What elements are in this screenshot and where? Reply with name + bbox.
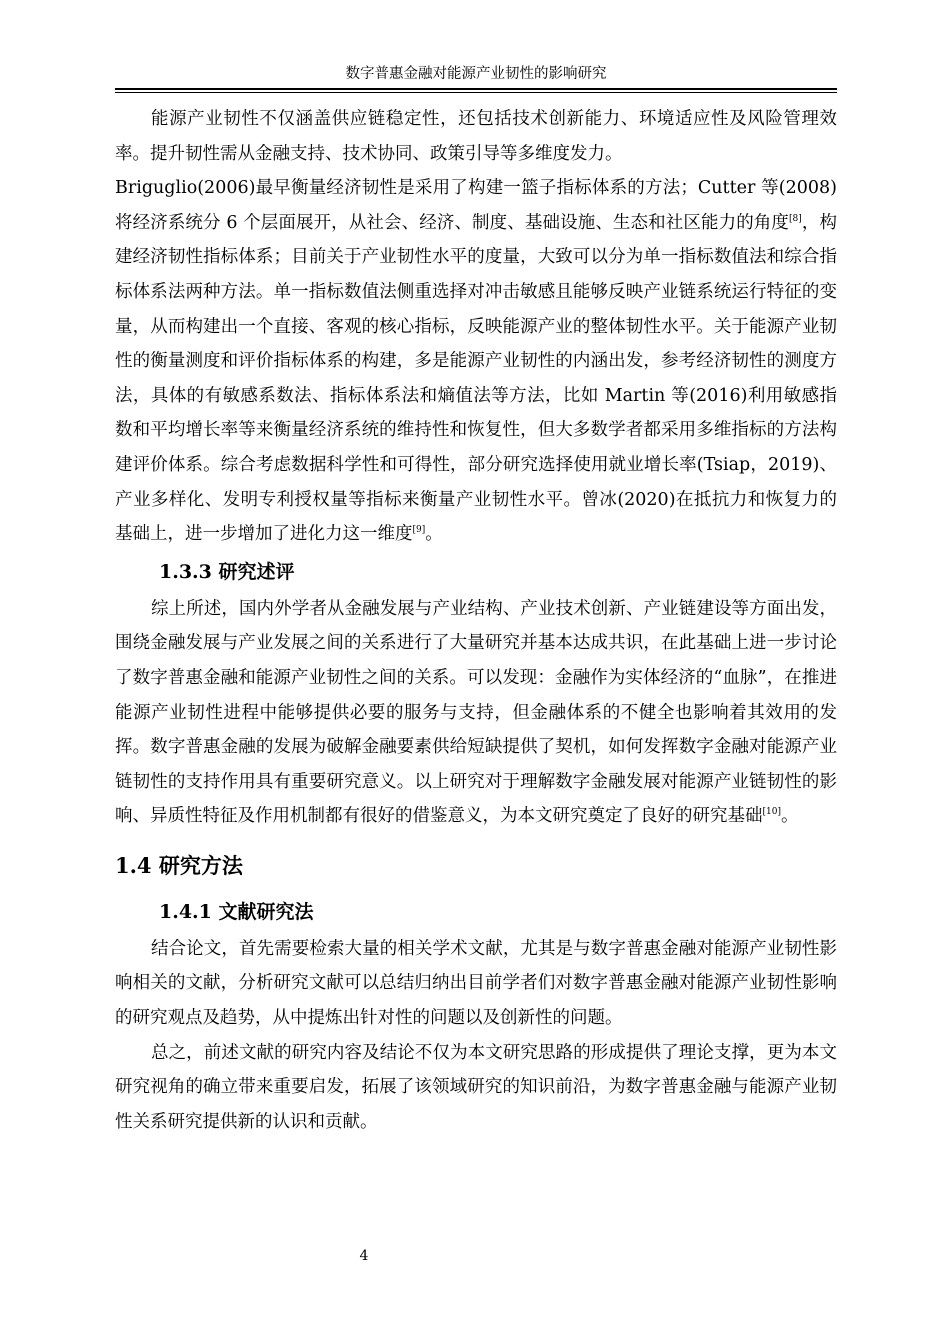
paragraph-text: 。 — [425, 524, 443, 545]
paragraph-resilience-intro: 能源产业韧性不仅涵盖供应链稳定性，还包括技术创新能力、环境适应性及风险管理效率。提升韧性需从金融支持、技术协同、政策引导等多维度发力。 — [115, 109, 837, 164]
paragraph-text: ，构建经济韧性指标体系；目前关于产业韧性水平的度量，大致可以分为单一指标数值法和综合指标体系法两种方法。单一指标数值法侧重选择对冲击敏感且能够反映产业链系统运行特征的变量，从而构建出一个直接、客观的核心指标，反映能源产业的整体韧性水平。关于能源产业韧性的衡量测度和评价指标体系的构建，多是能源产业韧性的内涵出发，参考经济韧性的测度方法，具体的有敏感系数法、指标体系法和熵值法等方法，比如 Martin 等(2016)利用敏感指数和平均增长率等来衡量经济系统的维持性和恢复性，但大多数学者都采用多维指标的方法构建评价体系。综合考虑数据科学性和可得性，部分研究选择使用就业增长率(Tsiap，2019)、产业多样化、发明专利授权量等指标来衡量产业韧性水平。曾冰(2020)在抵抗力和恢复力的基础上，进一步增加了进化力这一维度 — [115, 212, 837, 545]
running-header: 数字普惠金融对能源产业韧性的影响研究 — [345, 66, 607, 82]
page-body — [115, 102, 837, 1139]
citation-ref: [8] — [789, 213, 802, 224]
section-heading-1-4: 1.4 研究方法 — [115, 852, 243, 878]
paragraph-literature-method: 结合论文，首先需要检索大量的相关学术文献，尤其是与数字普惠金融对能源产业韧性影响相关的文献，分析研究文献可以总结归纳出目前学者们对数字普惠金融对能源产业韧性影响的研究观点及趋势，从中提炼出针对性的问题以及创新性的问题。 — [115, 938, 837, 1029]
paragraph-review — [115, 592, 837, 834]
section-heading-1-4-1: 1.4.1 文献研究法 — [159, 900, 314, 923]
paragraph-text: 。 — [780, 806, 799, 827]
citation-ref: [9] — [412, 525, 426, 536]
page-number: 4 — [359, 1248, 369, 1264]
header-rule-thick — [115, 88, 837, 90]
paragraph-measurement-methods — [115, 171, 837, 552]
paragraph-summary: 总之，前述文献的研究内容及结论不仅为本文研究思路的形成提供了理论支撑，更为本文研究视角的确立带来重要启发，拓展了该领域研究的知识前沿，为数字普惠金融与能源产业韧性关系研究提供新的认识和贡献。 — [115, 1042, 837, 1132]
paragraph-text: Briguglio(2006)最早衡量经济韧性是采用了构建一篮子指标体系的方法；Cutter 等(2008)将经济系统分 6 个层面展开，从社会、经济、制度、基础设施、生态和社区能力的角度 — [115, 178, 837, 233]
section-heading-wrap — [115, 834, 837, 892]
header-rule-thin — [115, 92, 837, 93]
citation-ref: [10] — [762, 807, 781, 818]
paragraph-text: 综上所述，国内外学者从金融发展与产业结构、产业技术创新、产业链建设等方面出发，围绕金融发展与产业发展之间的关系进行了大量研究并基本达成共识，在此基础上进一步讨论了数字普惠金融和能源产业韧性之间的关系。可以发现：金融作为实体经济的“血脉”，在推进能源产业韧性进程中能够提供必要的服务与支持，但金融体系的不健全也影响着其效用的发挥。数字普惠金融的发展为破解金融要素供给短缺提供了契机，如何发挥数字金融对能源产业链韧性的支持作用具有重要研究意义。以上研究对于理解数字金融发展对能源产业链韧性的影响、异质性特征及作用机制都有很好的借鉴意义，为本文研究奠定了良好的研究基础 — [115, 598, 837, 827]
section-heading-1-3-3: 1.3.3 研究述评 — [159, 560, 295, 583]
